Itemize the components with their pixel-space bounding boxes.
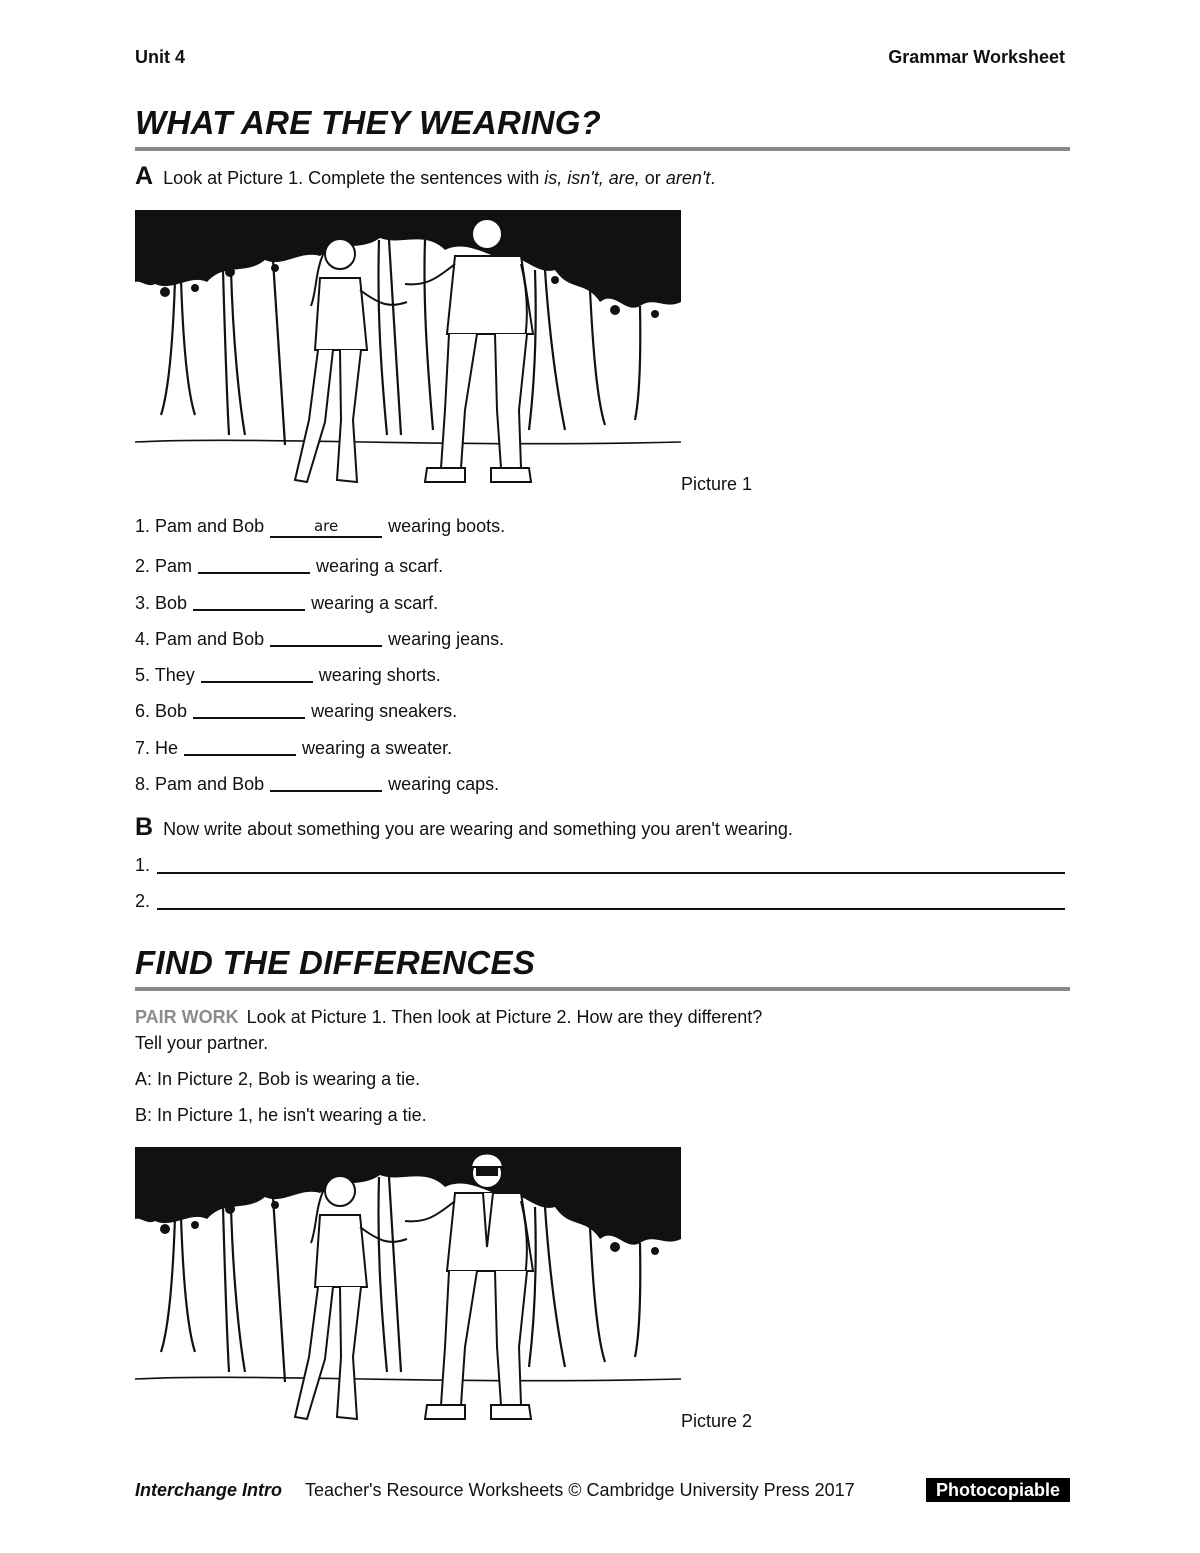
part-a-letter: A (135, 162, 154, 190)
write-line-1-label: 1. (135, 855, 151, 875)
pair-work-label: PAIR WORK (135, 1007, 239, 1027)
answer-blank[interactable] (201, 663, 313, 683)
write-line-1[interactable] (157, 872, 1065, 874)
answer-blank[interactable] (198, 554, 310, 574)
sentence-8: 8. Pam and Bob wearing caps. (135, 774, 500, 794)
picture-1-illustration (135, 210, 681, 490)
book-title: Interchange Intro (135, 1480, 283, 1500)
example-a: A: In Picture 2, Bob is wearing a tie. (135, 1069, 421, 1089)
write-line-2-label: 2. (135, 891, 151, 911)
sentence-6: 6. Bob wearing sneakers. (135, 701, 458, 721)
worksheet-type: Grammar Worksheet (888, 47, 1065, 67)
pair-work-instruction-2: Tell your partner. (135, 1033, 269, 1053)
sentence-7: 7. He wearing a sweater. (135, 738, 453, 758)
sentence-1: 1. Pam and Bob are wearing boots. (135, 516, 506, 536)
answer-blank[interactable] (184, 736, 296, 756)
picture-2-caption: Picture 2 (681, 1411, 753, 1431)
answer-blank[interactable] (193, 699, 305, 719)
footer (135, 1480, 855, 1501)
answer-blank[interactable] (193, 591, 305, 611)
photocopiable-badge: Photocopiable (926, 1480, 1070, 1501)
section-title-differences: FIND THE DIFFERENCES (135, 944, 536, 981)
sentence-5: 5. They wearing shorts. (135, 665, 441, 685)
part-b-instruction: B Now write about something you are wearing and something you aren't wearing. (135, 813, 793, 841)
part-a-instruction: A Look at Picture 1. Complete the sentences with is, isn't, are, or aren't. (135, 162, 716, 190)
unit-label: Unit 4 (135, 47, 186, 67)
pair-work-instruction: PAIR WORK Look at Picture 1. Then look at Picture 2. How are they different? (135, 1007, 763, 1027)
title-rule (135, 147, 1070, 151)
copyright-credit: Teacher's Resource Worksheets © Cambridge University Press 2017 (305, 1480, 855, 1500)
write-line-2[interactable] (157, 908, 1065, 910)
answer-blank[interactable] (270, 772, 382, 792)
part-b-letter: B (135, 813, 154, 841)
answer-blank[interactable] (270, 627, 382, 647)
sentence-2: 2. Pam wearing a scarf. (135, 556, 444, 576)
sentence-4: 4. Pam and Bob wearing jeans. (135, 629, 505, 649)
answer-blank[interactable]: are (270, 518, 382, 538)
sentence-3: 3. Bob wearing a scarf. (135, 593, 439, 613)
section-title-wearing: WHAT ARE THEY WEARING? (135, 104, 602, 141)
title-rule (135, 987, 1070, 991)
example-b: B: In Picture 1, he isn't wearing a tie. (135, 1105, 427, 1125)
picture-2-illustration (135, 1147, 681, 1427)
picture-1-caption: Picture 1 (681, 474, 753, 494)
